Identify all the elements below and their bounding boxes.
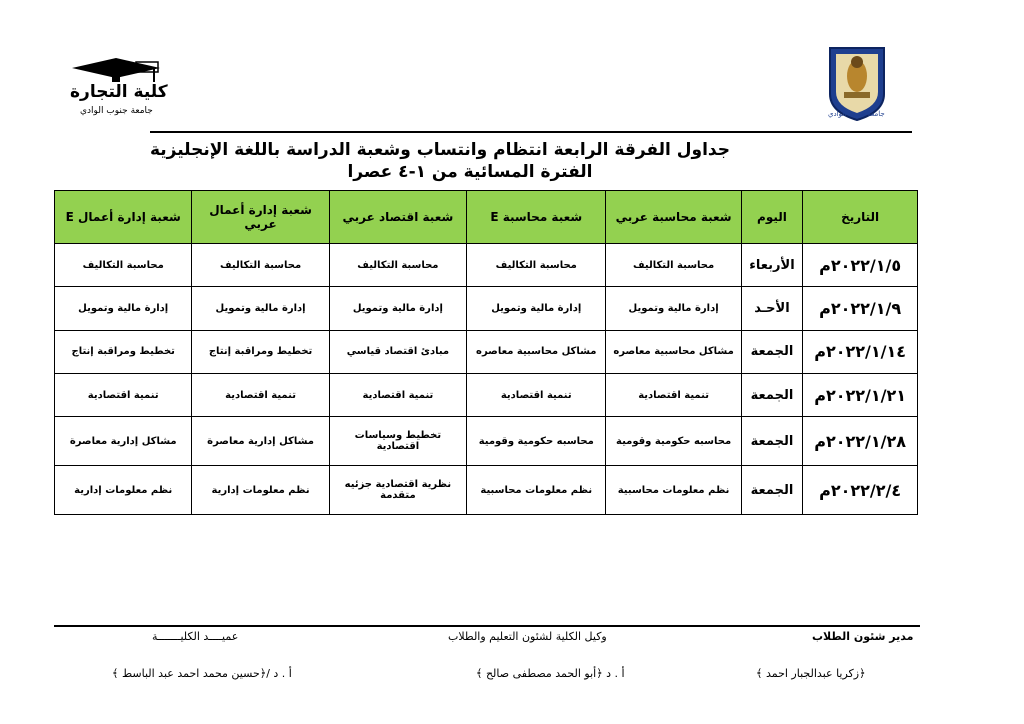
column-header-accounting-english: شعبة محاسبة E [467,191,606,244]
header-divider [150,131,912,133]
table-row [55,466,918,515]
table-cell: إدارة مالية وتمويل [192,287,329,330]
table-cell: محاسبة التكاليف [55,244,192,287]
table-cell: تنمية اقتصادية [467,374,606,417]
table-cell: محاسبة التكاليف [467,244,606,287]
cell-date: ٢٠٢٢/١/٢١م [803,374,918,417]
table-cell: تنمية اقتصادية [55,374,192,417]
table-cell: محاسبة التكاليف [606,244,741,287]
schedule-table [54,190,918,515]
table-cell: مشاكل إدارية معاصرة [192,417,329,466]
cell-date: ٢٠٢٢/١/٥م [803,244,918,287]
table-cell: محاسبة التكاليف [192,244,329,287]
table-cell: إدارة مالية وتمويل [329,287,466,330]
table-row [55,417,918,466]
dean-title: عميــــد الكليـــــــة [152,630,239,643]
table-cell: نظم معلومات إدارية [55,466,192,515]
table-cell: تخطيط ومراقبة إنتاج [192,330,329,373]
table-cell: تنمية اقتصادية [329,374,466,417]
faculty-logo-caption: جامعة جنوب الوادي [80,106,153,116]
column-header-economics-arabic: شعبة اقتصاد عربي [329,191,466,244]
column-header-business-arabic: شعبة إدارة أعمال عربي [192,191,329,244]
table-cell: نظم معلومات محاسبية [606,466,741,515]
cell-date: ٢٠٢٢/١/٩م [803,287,918,330]
cell-day: الجمعة [741,417,802,466]
vice-dean-name: أ . د ﴿أبو الحمد مصطفى صالح ﴾ [476,667,625,680]
dean-name: أ . د /﴿حسين محمد احمد عبد الباسط ﴾ [112,667,292,680]
table-cell: محاسبه حكومية وقومية [467,417,606,466]
column-header-date: التاريخ [803,191,918,244]
column-header-business-english: شعبة إدارة أعمال E [55,191,192,244]
table-cell: محاسبة التكاليف [329,244,466,287]
university-seal-caption: جامعة جنوب الوادي [828,110,885,118]
table-cell: تنمية اقتصادية [192,374,329,417]
table-cell: نظرية اقتصادية جزئيه متقدمة [329,466,466,515]
table-cell: تنمية اقتصادية [606,374,741,417]
table-cell: إدارة مالية وتمويل [467,287,606,330]
table-header-row [55,191,918,244]
table-cell: إدارة مالية وتمويل [606,287,741,330]
cell-date: ٢٠٢٢/٢/٤م [803,466,918,515]
vice-dean-title: وكيل الكلية لشئون التعليم والطلاب [448,630,607,643]
cell-day: الجمعة [741,466,802,515]
table-cell: مبادئ اقتصاد قياسي [329,330,466,373]
table-row [55,374,918,417]
cell-day: الأحـد [741,287,802,330]
cell-day: الجمعة [741,374,802,417]
table-cell: مشاكل محاسبية معاصره [606,330,741,373]
table-row [55,287,918,330]
cell-day: الجمعة [741,330,802,373]
student-affairs-name: ﴿زكريا عبدالجبار احمد ﴾ [756,667,866,680]
page-subtitle: الفترة المسائية من ١-٤ عصرا [347,162,593,182]
table-cell: تخطيط وسياسات اقتصادية [329,417,466,466]
table-cell: نظم معلومات إدارية [192,466,329,515]
table-cell: نظم معلومات محاسبية [467,466,606,515]
faculty-logo-title: كلية التجارة [70,82,168,102]
table-cell: إدارة مالية وتمويل [55,287,192,330]
table-row [55,244,918,287]
table-cell: مشاكل إدارية معاصرة [55,417,192,466]
column-header-day: اليوم [741,191,802,244]
table-cell: مشاكل محاسبية معاصره [467,330,606,373]
footer-divider [54,625,920,627]
student-affairs-title: مدير شئون الطلاب [812,630,914,643]
cell-date: ٢٠٢٢/١/٢٨م [803,417,918,466]
table-cell: تخطيط ومراقبة إنتاج [55,330,192,373]
column-header-accounting-arabic: شعبة محاسبة عربي [606,191,741,244]
table-cell: محاسبه حكومية وقومية [606,417,741,466]
page-title: جداول الفرقة الرابعة انتظام وانتساب وشعبة الدراسة باللغة الإنجليزية [149,140,730,160]
table-row [55,330,918,373]
cell-date: ٢٠٢٢/١/١٤م [803,330,918,373]
cell-day: الأربعاء [741,244,802,287]
